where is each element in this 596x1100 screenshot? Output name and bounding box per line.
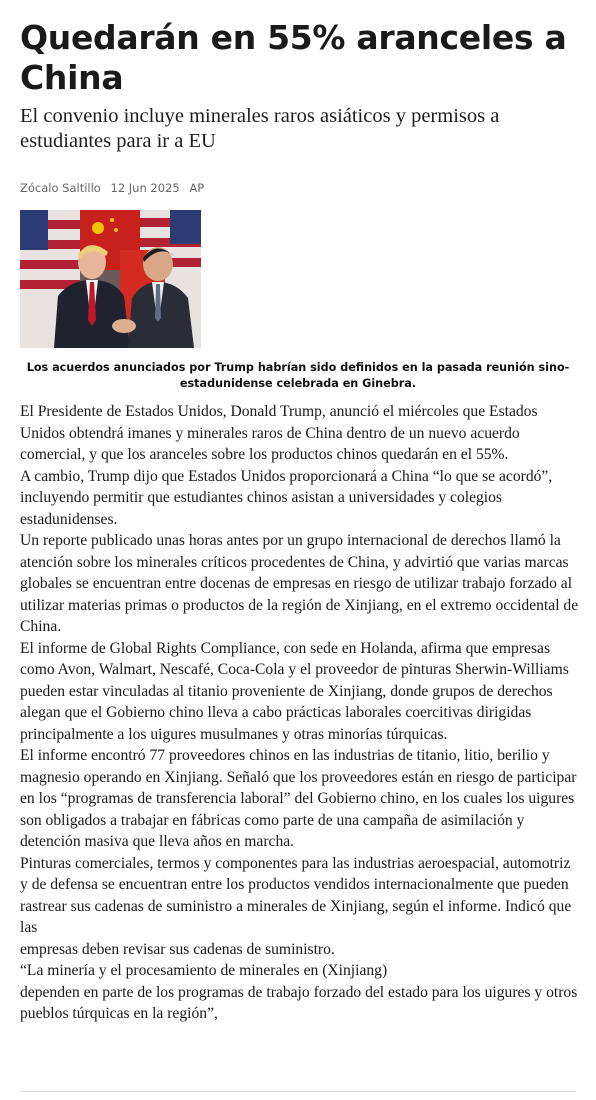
- paragraph: El Presidente de Estados Unidos, Donald Trump, anunció el miércoles que Estados Unidos obtendrá imanes y minerales raros de China dentro de un nuevo acuerdo comercial, y que los aranceles sobre los productos chinos quedarán en el 55%.: [20, 403, 538, 463]
- divider: [20, 1091, 576, 1092]
- image-caption: Los acuerdos anunciados por Trump habrían sido definidos en la pasada reunión sino-estadunidense celebrada en Ginebra.: [26, 361, 570, 390]
- paragraph: empresas deben revisar sus cadenas de suministro.: [20, 940, 335, 958]
- subtitle: El convenio incluye minerales raros asiáticos y permisos a estudiantes para ir a EU: [20, 105, 500, 152]
- paragraph: “La minería y el procesamiento de minerales en (Xinjiang): [20, 962, 388, 979]
- article-body: [20, 401, 580, 1025]
- article-photo-illustration: [20, 210, 201, 348]
- byline-agency: AP: [189, 181, 205, 195]
- headline: Quedarán en 55% aranceles a China: [20, 18, 567, 97]
- paragraph: El informe de Global Rights Compliance, con sede en Holanda, afirma que empresas como Avon, Walmart, Nescafé, Coca-Cola y el proveedor de pinturas Sherwin-Williams pueden estar vinculadas al titanio proveniente de Xinjiang, donde grupos de derechos alegan que el Gobierno chino lleva a cabo prácticas laborales coercitivas dirigidas principalmente a los uigures musulmanes y otras minorías túrquicas.: [20, 639, 569, 743]
- paragraph: A cambio, Trump dijo que Estados Unidos proporcionará a China “lo que se acordó”, incluyendo permitir que estudiantes chinos asistan a universidades y colegios estadunidenses.: [20, 467, 553, 528]
- article-photo[interactable]: [20, 210, 201, 348]
- paragraph: Un reporte publicado unas horas antes por un grupo internacional de derechos llamó la atención sobre los minerales críticos procedentes de China, y advirtió que varias marcas globales se encuentran entre docenas de empresas en riesgo de utilizar trabajo forzado al utilizar materias primas o productos de la región de Xinjiang, en el extremo occidental de China.: [20, 532, 579, 635]
- paragraph: Pinturas comerciales, termos y componentes para las industrias aeroespacial, automotriz y de defensa se encuentran entre los productos vendidos internacionalmente que pueden rastrear sus cadenas de suministro a minerales de Xinjiang, según el informe. Indicó que las: [20, 854, 572, 936]
- byline: [20, 180, 576, 196]
- byline-author[interactable]: Zócalo Saltillo: [20, 181, 101, 195]
- paragraph: El informe encontró 77 proveedores chinos en las industrias de titanio, litio, berilio y magnesio operando en Xinjiang. Señaló que los proveedores están en riesgo de participar en los “programas de transferencia laboral” del Gobierno chino, en los cuales los uigures son obligados a trabajar en fábricas como parte de una campaña de asimilación y detención masiva que lleva años en marcha.: [20, 747, 577, 850]
- paragraph: dependen en parte de los programas de trabajo forzado del estado para los uigures y otros pueblos túrquicas en la región”,: [20, 983, 578, 1022]
- article: [20, 0, 579, 1022]
- byline-date: 12 Jun 2025: [110, 181, 180, 195]
